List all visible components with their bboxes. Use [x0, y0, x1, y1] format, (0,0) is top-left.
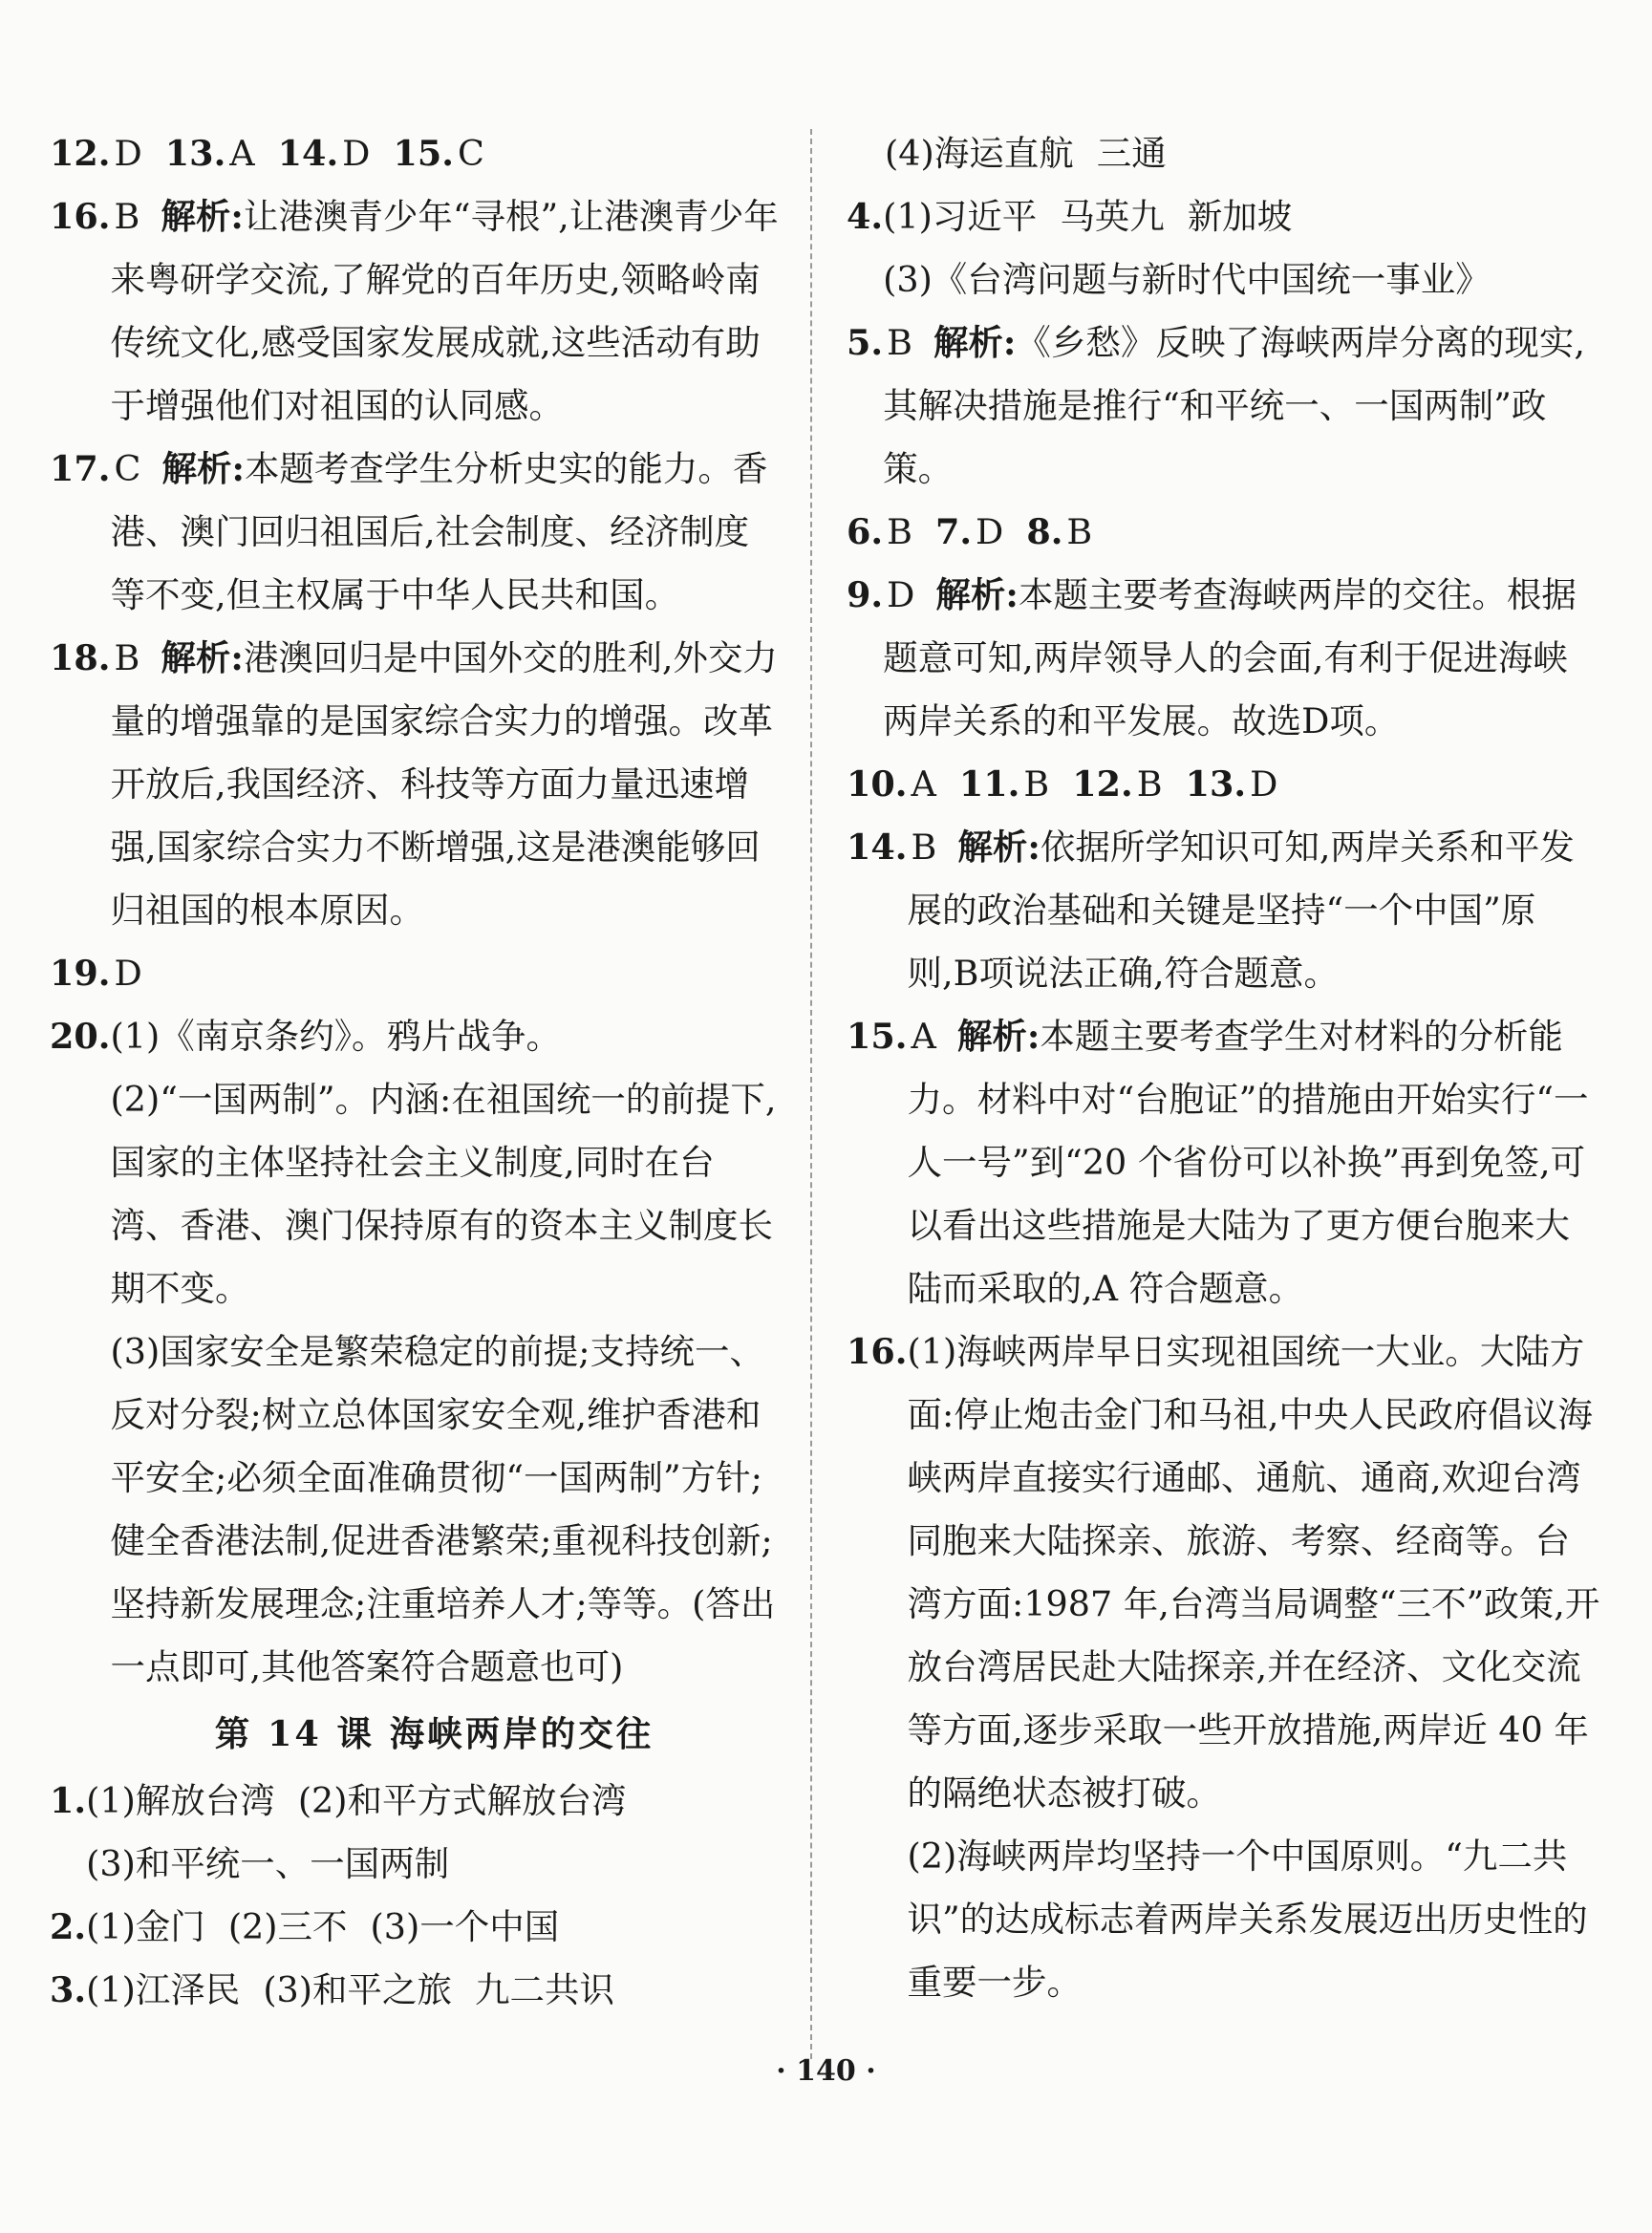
lesson-question-2: 2. (1)金门 (2)三不 (3)一个中国 — [50, 1906, 560, 1947]
mc-12b: 12. B — [1072, 763, 1163, 805]
lesson-question-3-continued: (4)海运直航 三通 — [885, 133, 1167, 174]
mc-15: 15. C — [393, 133, 484, 174]
r16-part-2: (2)海峡两岸均坚持一个中国原则。“九二共识”的达成标志着两岸关系发展迈出历史性的重要一步。 — [907, 1836, 1588, 2003]
lesson-question-3: 3. (1)江泽民 (3)和平之旅 九二共识 — [50, 1969, 615, 2010]
question-17: 17. C 解析:本题考查学生分析史实的能力。香港、澳门回归祖国后,社会制度、经济制度等不变,但主权属于中华人民共和国。 — [50, 448, 768, 615]
r16-part-1: (1)海峡两岸早日实现祖国统一大业。大陆方面:停止炮击金门和马祖,中央人民政府倡议海峡两岸直接实行通邮、通航、通商,欢迎台湾同胞来大陆探亲、旅游、考察、经商等。台湾方面:1987 年,台湾当局调整“三不”政策,开放台湾居民赴大陆探亲,并在经济、文化交流等方面,逐步采取一些开放措施,两岸近 40 年的隔绝状态被打破。 — [907, 1331, 1600, 1814]
mc-8: 8. B — [1026, 511, 1093, 552]
mc-13b: 13. D — [1185, 763, 1278, 805]
right-column — [847, 122, 1601, 2014]
lesson-question-16: 16. (1)海峡两岸早日实现祖国统一大业。大陆方面:停止炮击金门和马祖,中央人民政府倡议海峡两岸直接实行通邮、通航、通商,欢迎台湾同胞来大陆探亲、旅游、考察、经商等。台湾方面:1987 年,台湾当局调整“三不”政策,开放台湾居民赴大陆探亲,并在经济、文化交流等方面,逐步采取一些开放措施,两岸近 40 年的隔绝状态被打破。 (2)海峡两岸均坚持一个中国原则。“九二共识”的达成标志着两岸关系发展迈出历史性的重要一步。 — [847, 1320, 1601, 2014]
lesson-question-5: 5. B 解析:《乡愁》反映了海峡两岸分离的现实,其解决措施是推行“和平统一、一国两制”政策。 — [847, 322, 1586, 489]
mc-6: 6. B — [847, 511, 912, 552]
page-number: · 140 · — [776, 2054, 876, 2088]
answer-line-12-15 — [50, 122, 781, 185]
q20-part-3: (3)国家安全是繁荣稳定的前提;支持统一、反对分裂;树立总体国家安全观,维护香港和平安全;必须全面准确贯彻“一国两制”方针;健全香港法制,促进香港繁荣;重视科技创新;坚持新发展理念;注重培养人才;等等。(答出一点即可,其他答案符合题意也可) — [110, 1331, 776, 1687]
mc-7: 7. D — [934, 511, 1004, 552]
lesson-question-4: 4. (1)习近平 马英九 新加坡 (3)《台湾问题与新时代中国统一事业》 — [847, 196, 1491, 300]
lesson-question-1: 1. (1)解放台湾 (2)和平方式解放台湾 (3)和平统一、一国两制 — [50, 1780, 627, 1884]
mc-10: 10. A — [847, 763, 936, 805]
lesson-heading: 第 14 课 海峡两岸的交往 — [214, 1713, 654, 1754]
column-divider — [810, 129, 812, 2059]
lesson-question-14: 14. B 解析:依据所学知识可知,两岸关系和平发展的政治基础和关键是坚持“一个中国”原则,B项说法正确,符合题意。 — [847, 827, 1575, 994]
mc-12: 12. D — [50, 133, 142, 174]
lesson-question-15: 15. A 解析:本题主要考查学生对材料的分析能力。材料中对“台胞证”的措施由开始实行“一人一号”到“20 个省份可以补换”再到免签,可以看出这些措施是大陆为了更方便台胞来大陆而采取的,A 符合题意。 — [847, 1016, 1589, 1309]
question-18: 18. B 解析:港澳回归是中国外交的胜利,外交力量的增强靠的是国家综合实力的增强。改革开放后,我国经济、科技等方面力量迅速增强,国家综合实力不断增强,这是港澳能够回归祖国的根本原因。 — [50, 637, 778, 931]
left-column — [50, 122, 781, 2022]
lesson-question-9: 9. D 解析:本题主要考查海峡两岸的交往。根据题意可知,两岸领导人的会面,有利于促进海峡两岸关系的和平发展。故选D项。 — [847, 574, 1577, 741]
q20-part-1: (1)《南京条约》。鸦片战争。 — [110, 1016, 561, 1057]
question-19: 19. D — [50, 953, 142, 994]
question-16: 16. B 解析:让港澳青少年“寻根”,让港澳青少年来粤研学交流,了解党的百年历史,领略岭南传统文化,感受国家发展成就,这些活动有助于增强他们对祖国的认同感。 — [50, 196, 779, 426]
question-20: 20. (1)《南京条约》。鸦片战争。 (2)“一国两制”。内涵:在祖国统一的前提下,国家的主体坚持社会主义制度,同时在台湾、香港、澳门保持原有的资本主义制度长期不变。 (3)国家安全是繁荣稳定的前提;支持统一、反对分裂;树立总体国家安全观,维护香港和平安全;必须全面准确贯彻“一国两制”方针;健全香港法制,促进香港繁荣;重视科技创新;坚持新发展理念;注重培养人才;等等。(答出一点即可,其他答案符合题意也可) — [50, 1005, 781, 1699]
mc-14: 14. D — [277, 133, 371, 174]
answer-line-10-13 — [847, 753, 1601, 816]
mc-11: 11. B — [958, 763, 1050, 805]
q20-part-2: (2)“一国两制”。内涵:在祖国统一的前提下,国家的主体坚持社会主义制度,同时在台湾、香港、澳门保持原有的资本主义制度长期不变。 — [110, 1079, 777, 1309]
mc-13: 13. A — [164, 133, 255, 174]
answer-line-6-8 — [847, 501, 1601, 564]
